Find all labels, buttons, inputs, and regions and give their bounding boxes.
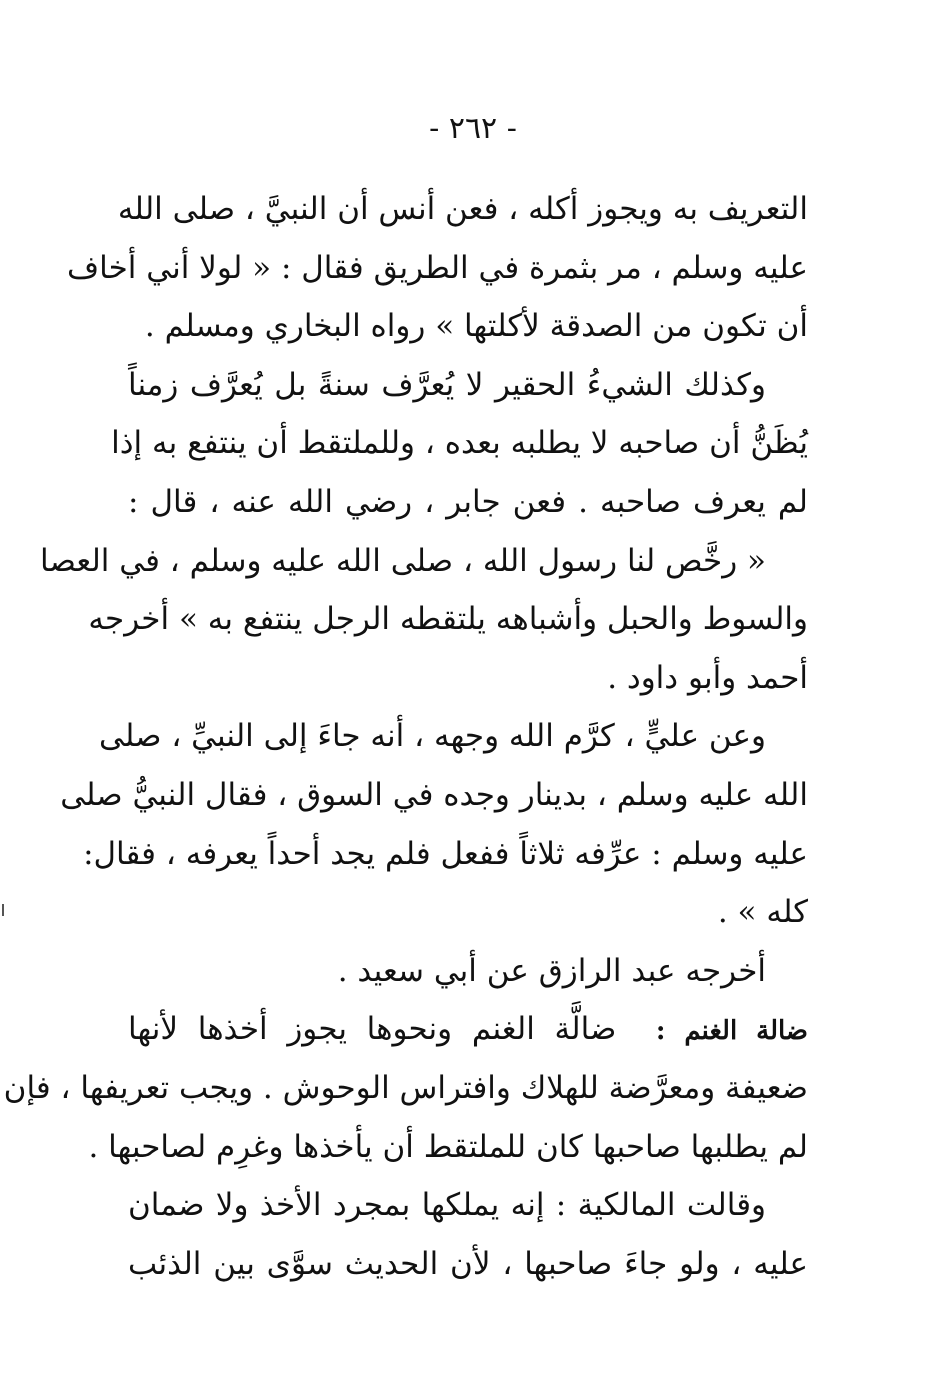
body-text bbox=[3, 180, 808, 1293]
text-line: أحمد وأبو داود . bbox=[607, 659, 808, 696]
text-line: لم يطلبها صاحبها كان للملتقط أن يأخذها وغرِم لصاحبها . bbox=[88, 1128, 808, 1165]
text-line: كله » . bbox=[717, 894, 808, 931]
text-line: وقالت المالكية : إنه يملكها بمجرد الأخذ ولا ضمان bbox=[128, 1187, 766, 1224]
text-line: يُظَنُّ أن صاحبه لا يطلبه بعده ، وللملتقط أن ينتفع به إذا bbox=[111, 425, 808, 462]
text-line: لم يعرف صاحبه . فعن جابر ، رضي الله عنه ، قال : bbox=[128, 483, 808, 520]
text-line: عليه ، ولو جاءَ صاحبها ، لأن الحديث سوَّى بين الذئب bbox=[128, 1245, 808, 1282]
text-line: عليه وسلم : عرِّفه ثلاثاً ففعل فلم يجد أحداً يعرفه ، فقال: bbox=[83, 835, 808, 872]
text-line: التعريف به ويجوز أكله ، فعن أنس أن النبيَّ ، صلى الله bbox=[117, 191, 808, 227]
section-run-head: ضالة الغنم : bbox=[655, 1016, 808, 1047]
text-line-rest: ضالَّة الغنم ونحوها يجوز أخذها لأنها bbox=[128, 1011, 617, 1048]
text-line: عليه وسلم ، مر بثمرة في الطريق فقال : « لولا أني أخاف bbox=[67, 249, 808, 286]
scan-margin-mark bbox=[2, 904, 4, 916]
page-number: - ٢٦٢ - bbox=[429, 111, 517, 146]
text-line: أن تكون من الصدقة لأكلتها » رواه البخاري ومسلم . bbox=[144, 308, 808, 345]
text-line: والسوط والحبل وأشباهه يلتقطه الرجل ينتفع به » أخرجه bbox=[88, 601, 808, 638]
text-line: الله عليه وسلم ، بدينار وجده في السوق ، فقال النبيُّ صلى bbox=[60, 776, 808, 813]
text-line: ضعيفة ومعرَّضة للهلاك وافتراس الوحوش . ويجب تعريفها ، فإن bbox=[3, 1069, 808, 1106]
text-line: وكذلك الشيءُ الحقير لا يُعرَّف سنةً بل يُعرَّف زمناً bbox=[128, 366, 766, 403]
text-line: وعن عليٍّ ، كرَّم الله وجهه ، أنه جاءَ إلى النبيِّ ، صلى bbox=[99, 718, 766, 755]
text-line: أخرجه عبد الرازق عن أبي سعيد . bbox=[337, 952, 766, 989]
text-line-with-run-head bbox=[128, 1000, 808, 1059]
text-line: « رخَّص لنا رسول الله ، صلى الله عليه وسلم ، في العصا bbox=[40, 542, 766, 579]
